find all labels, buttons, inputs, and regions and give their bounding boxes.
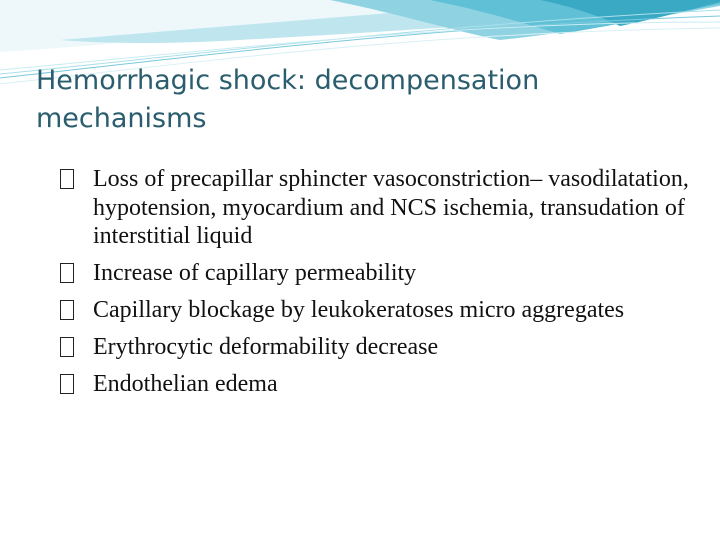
slide-title: Hemorrhagic shock: decompensation mechanisms xyxy=(36,65,540,134)
missing-glyph-box-icon xyxy=(60,337,74,357)
bullet-item xyxy=(60,333,690,362)
missing-glyph-box-icon xyxy=(60,263,74,283)
bullet-text: Capillary blockage by leukokeratoses micro aggregates xyxy=(93,297,625,323)
bullet-text: Increase of capillary permeability xyxy=(93,260,417,286)
missing-glyph-box-icon xyxy=(60,169,74,189)
missing-glyph-box-icon xyxy=(60,374,74,394)
bullet-text: Erythrocytic deformability decrease xyxy=(93,334,439,360)
bullet-item xyxy=(60,259,690,288)
bullet-text: Loss of precapillar sphincter vasoconstriction– vasodilatation, hypotension, myocardium and NCS ischemia, transudation of interstitial liquid xyxy=(93,166,689,249)
bullet-item xyxy=(60,370,690,399)
missing-glyph-box-icon xyxy=(60,300,74,320)
bullet-list xyxy=(60,165,690,407)
bullet-item xyxy=(60,165,690,251)
bullet-item xyxy=(60,296,690,325)
bullet-text: Endothelian edema xyxy=(93,371,278,397)
